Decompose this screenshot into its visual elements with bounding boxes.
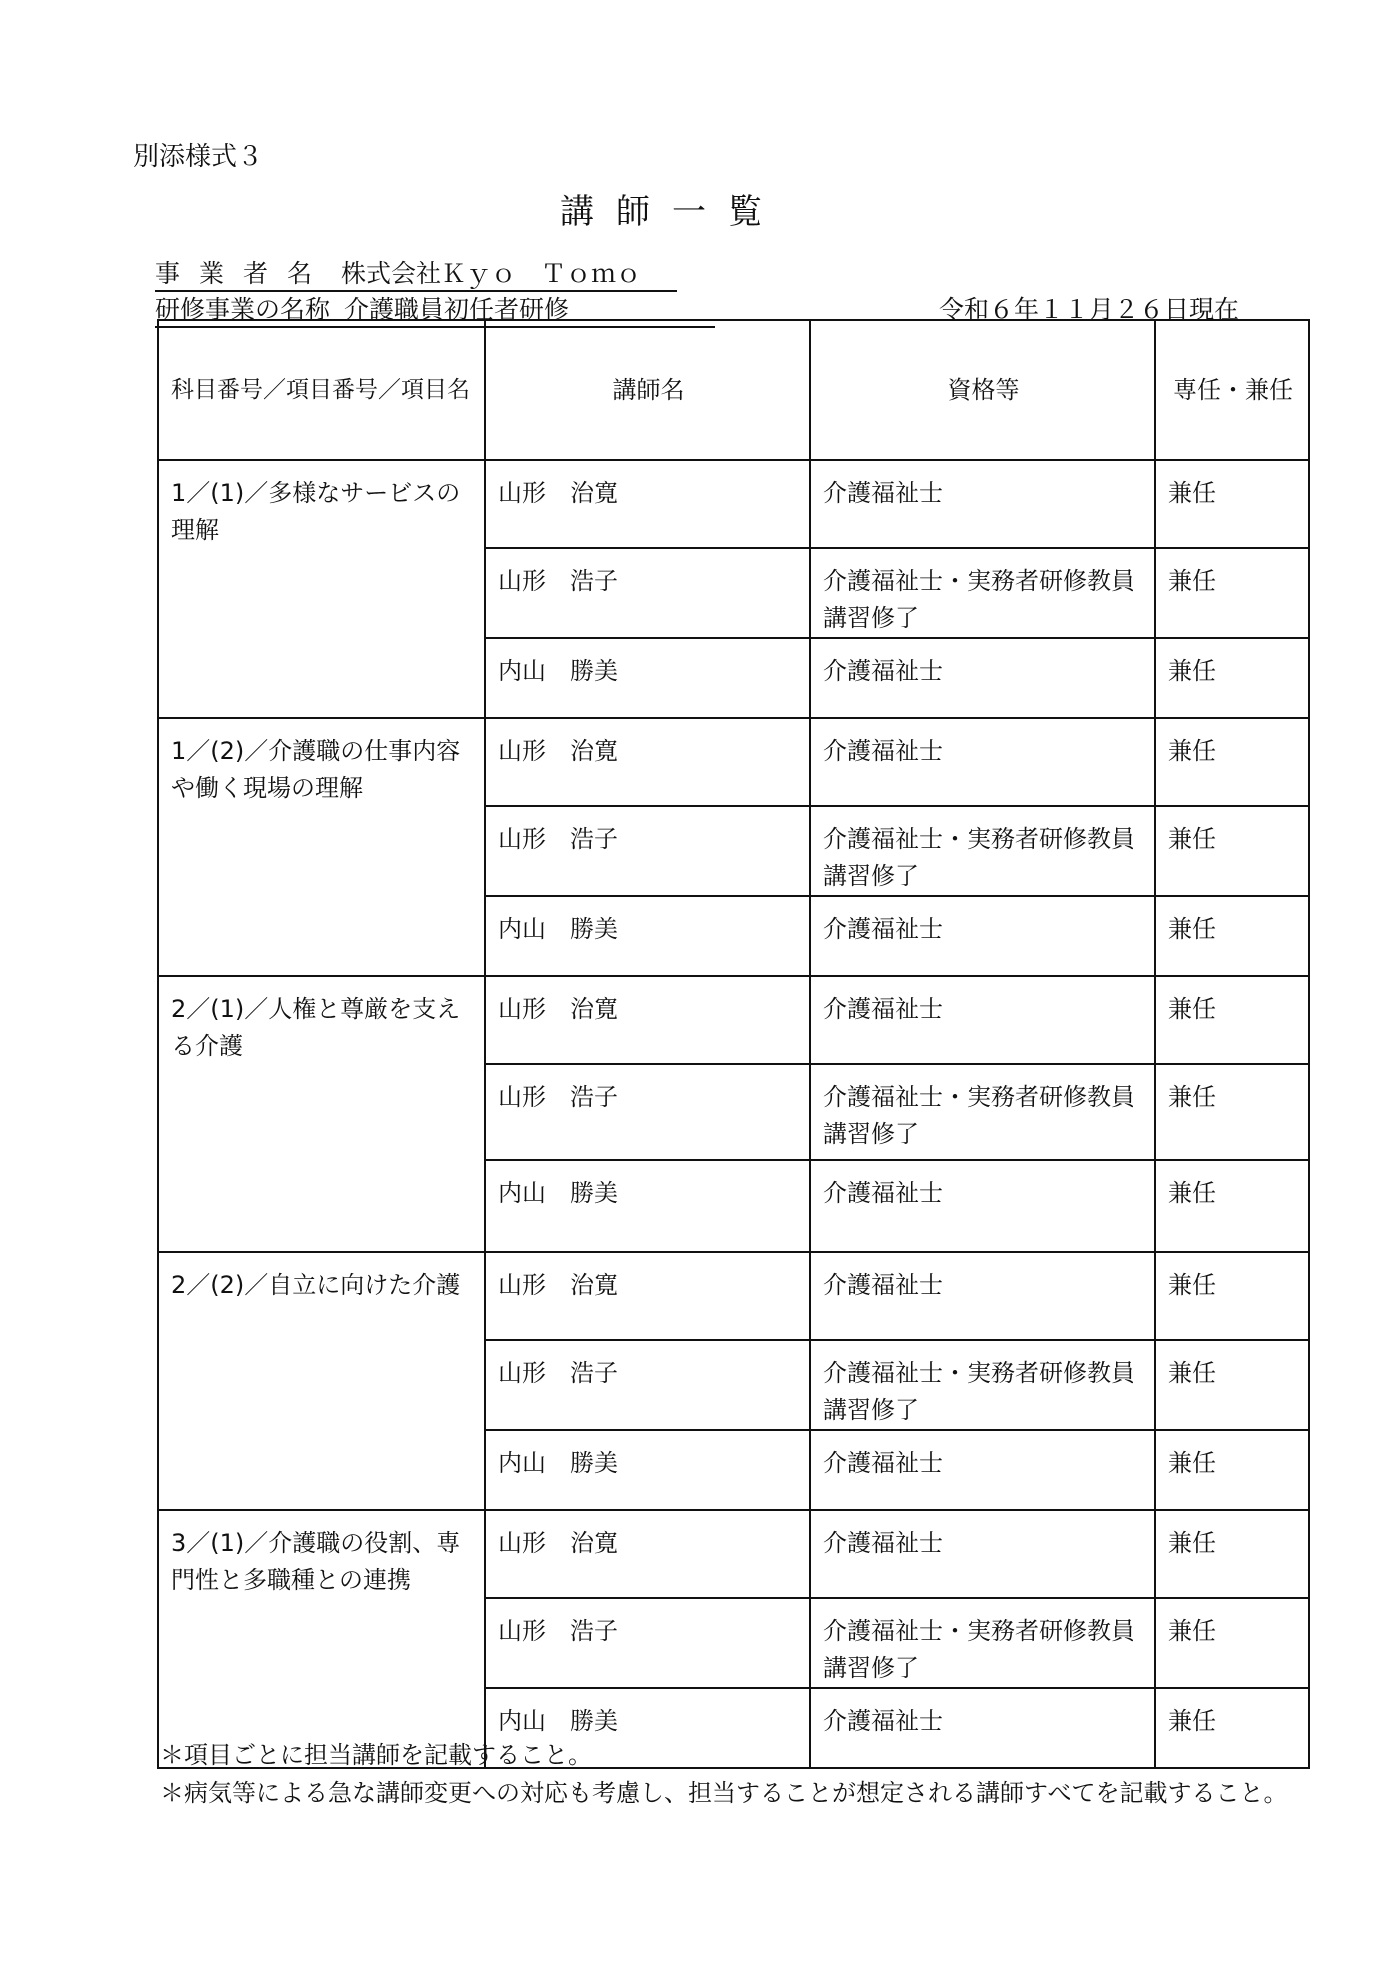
lecturer-cell: 山形 浩子 [485, 1598, 810, 1688]
lecturer-cell: 山形 治寛 [485, 1510, 810, 1598]
table-row [158, 718, 1309, 806]
qualification-cell: 介護福祉士・実務者研修教員講習修了 [810, 1598, 1155, 1688]
status-cell: 兼任 [1155, 1510, 1309, 1598]
header-qualification: 資格等 [810, 320, 1155, 460]
lecturer-table-body [158, 320, 1309, 1768]
status-cell: 兼任 [1155, 460, 1309, 548]
subject-cell: 1／(1)／多様なサービスの理解 [158, 460, 485, 718]
program-label: 研修事業の名称 [155, 295, 331, 324]
subject-cell: 1／(2)／介護職の仕事内容や働く現場の理解 [158, 718, 485, 976]
lecturer-table [157, 319, 1310, 1769]
status-cell: 兼任 [1155, 1252, 1309, 1340]
lecturer-cell: 内山 勝美 [485, 1430, 810, 1510]
lecturer-cell: 山形 浩子 [485, 1064, 810, 1160]
lecturer-cell: 山形 治寛 [485, 460, 810, 548]
document-title: 講師一覧 [560, 192, 784, 232]
lecturer-cell: 内山 勝美 [485, 896, 810, 976]
status-cell: 兼任 [1155, 718, 1309, 806]
qualification-cell: 介護福祉士・実務者研修教員講習修了 [810, 1064, 1155, 1160]
status-cell: 兼任 [1155, 806, 1309, 896]
lecturer-cell: 山形 治寛 [485, 1252, 810, 1340]
status-cell: 兼任 [1155, 976, 1309, 1064]
as-of-date: 令和６年１１月２６日現在 [939, 295, 1240, 324]
header-lecturer: 講師名 [485, 320, 810, 460]
qualification-cell: 介護福祉士 [810, 1688, 1155, 1768]
qualification-cell: 介護福祉士 [810, 1510, 1155, 1598]
qualification-cell: 介護福祉士 [810, 1430, 1155, 1510]
lecturer-cell: 山形 浩子 [485, 548, 810, 638]
form-label: 別添様式３ [133, 142, 264, 172]
lecturer-cell: 内山 勝美 [485, 1688, 810, 1768]
table-row [158, 1510, 1309, 1598]
status-cell: 兼任 [1155, 1160, 1309, 1252]
table-header-row [158, 320, 1309, 460]
subject-cell: 2／(1)／人権と尊厳を支える介護 [158, 976, 485, 1252]
header-status: 専任・兼任 [1155, 320, 1309, 460]
qualification-cell: 介護福祉士 [810, 638, 1155, 718]
status-cell: 兼任 [1155, 1688, 1309, 1768]
status-cell: 兼任 [1155, 1064, 1309, 1160]
operator-value: 株式会社Ｋｙｏ Ｔｏｍｏ [341, 259, 642, 288]
operator-label: 事業者名 [155, 259, 332, 288]
note-2: ＊病気等による急な講師変更への対応も考慮し、担当することが想定される講師すべてを記載すること。 [160, 1779, 1288, 1807]
status-cell: 兼任 [1155, 548, 1309, 638]
qualification-cell: 介護福祉士 [810, 1160, 1155, 1252]
program-value: 介護職員初任者研修 [344, 295, 570, 324]
status-cell: 兼任 [1155, 896, 1309, 976]
status-cell: 兼任 [1155, 638, 1309, 718]
operator-line [155, 254, 677, 292]
table-row [158, 460, 1309, 548]
qualification-cell: 介護福祉士 [810, 718, 1155, 806]
qualification-cell: 介護福祉士 [810, 1252, 1155, 1340]
header-subject: 科目番号／項目番号／項目名 [158, 320, 485, 460]
qualification-cell: 介護福祉士・実務者研修教員講習修了 [810, 806, 1155, 896]
notes [160, 1736, 1328, 1812]
lecturer-cell: 山形 浩子 [485, 806, 810, 896]
status-cell: 兼任 [1155, 1598, 1309, 1688]
table-row [158, 976, 1309, 1064]
lecturer-cell: 山形 浩子 [485, 1340, 810, 1430]
note-1: ＊項目ごとに担当講師を記載すること。 [160, 1741, 592, 1769]
qualification-cell: 介護福祉士・実務者研修教員講習修了 [810, 1340, 1155, 1430]
lecturer-cell: 山形 治寛 [485, 718, 810, 806]
table-row [158, 1252, 1309, 1340]
lecturer-cell: 内山 勝美 [485, 638, 810, 718]
qualification-cell: 介護福祉士 [810, 896, 1155, 976]
status-cell: 兼任 [1155, 1430, 1309, 1510]
subject-cell: 2／(2)／自立に向けた介護 [158, 1252, 485, 1510]
status-cell: 兼任 [1155, 1340, 1309, 1430]
qualification-cell: 介護福祉士・実務者研修教員講習修了 [810, 548, 1155, 638]
qualification-cell: 介護福祉士 [810, 976, 1155, 1064]
lecturer-cell: 山形 治寛 [485, 976, 810, 1064]
lecturer-cell: 内山 勝美 [485, 1160, 810, 1252]
qualification-cell: 介護福祉士 [810, 460, 1155, 548]
subject-cell: 3／(1)／介護職の役割、専門性と多職種との連携 [158, 1510, 485, 1768]
